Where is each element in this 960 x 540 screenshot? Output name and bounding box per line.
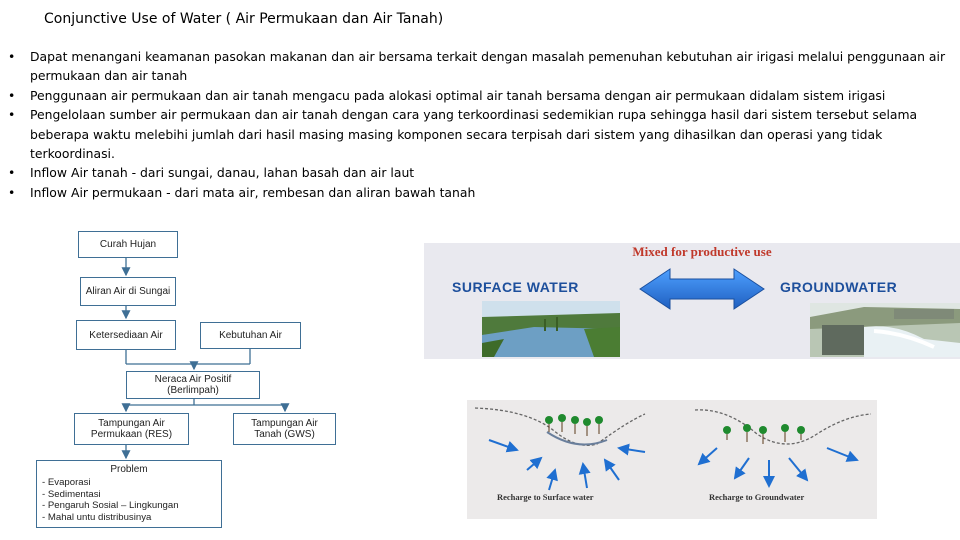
flow-box-label: Kebutuhan Air (219, 330, 282, 341)
bullet-text: Pengelolaan sumber air permukaan dan air tanah dengan cara yang terkoordinasi sedemikian rupa sehingga hasil dari sistem tersebut selama beberapa waktu melebihi jumlah dari hasil masing masing komponen secara terpisah dari sistem yang dihasilkan dan operasi yang tidak terkoordinasi. (30, 107, 918, 162)
bullet-text: Inflow Air tanah - dari sungai, danau, lahan basah dan air laut (30, 165, 415, 181)
surface-water-label: SURFACE WATER (452, 279, 579, 295)
flow-box-problem (36, 460, 222, 528)
problem-item: - Pengaruh Sosial – Lingkungan (42, 500, 179, 511)
problem-text: Evaporasi (47, 477, 91, 488)
recharge-groundwater-label: Recharge to Groundwater (709, 492, 805, 502)
problem-item: - Mahal untu distribusinya (42, 511, 152, 523)
conjunctive-use-image (424, 243, 960, 359)
bullet-dot: • (8, 165, 16, 181)
bullet-text: Dapat menangani keamanan pasokan makanan dan air bersama terkait dengan masalah pemenuhan kebutuhan air irigasi melalui penggunaan air permukaan dan air tanah (30, 49, 946, 84)
bullet-dot: • (8, 87, 16, 103)
flow-box-label: Ketersediaan Air (89, 329, 163, 341)
flow-box-label: Tampungan Air Tanah (GWS) (251, 418, 318, 440)
bullet-text: Penggunaan air permukaan dan air tanah mengacu pada alokasi optimal air tanah bersama dengan air permukaan didalam sistem irigasi (30, 87, 886, 103)
problem-text: Sedimentasi (47, 488, 101, 500)
flow-box-curah-hujan (78, 231, 178, 258)
flow-box-ketersediaan-air (76, 320, 176, 350)
tree-icons (545, 414, 805, 434)
recharge-arrows-right (699, 448, 857, 486)
bullet-text: Inflow Air permukaan - dari mata air, rembesan dan aliran bawah tanah (30, 184, 476, 200)
flow-box-kebutuhan-air (200, 322, 301, 349)
groundwater-photo (810, 303, 960, 357)
flow-box-label: Tampungan Air Permukaan (RES) (90, 418, 173, 440)
bullet-dot: • (8, 49, 16, 64)
problem-text: Mahal untu distribusinya (47, 511, 152, 523)
problem-text: Pengaruh Sosial – Lingkungan (47, 500, 179, 511)
recharge-surface-label: Recharge to Surface water (497, 492, 594, 502)
conjunctive-use-graphic (424, 243, 960, 359)
flow-box-neraca-air (126, 371, 260, 399)
flow-box-aliran-sungai (80, 277, 176, 306)
recharge-arrows-left (489, 440, 645, 490)
problem-list (40, 477, 218, 523)
problem-title: Problem (110, 464, 148, 475)
double-arrow-icon (640, 269, 764, 309)
flow-box-label: Neraca Air Positif (Berlimpah) (154, 374, 232, 396)
recharge-image (467, 400, 877, 519)
problem-item: - Evaporasi (42, 477, 91, 488)
mixed-use-caption: Mixed for productive use (632, 244, 772, 259)
flow-box-tampungan-gws (233, 413, 336, 445)
flow-box-label: Aliran Air di Sungai (85, 286, 171, 297)
river-photo (482, 301, 620, 357)
flow-box-label: Curah Hujan (99, 239, 157, 250)
problem-item: - Sedimentasi (42, 488, 101, 500)
bullet-dot: • (8, 184, 16, 200)
bullet-dot: • (8, 107, 16, 123)
flow-box-tampungan-res (74, 413, 189, 445)
groundwater-label: GROUNDWATER (780, 279, 898, 295)
slide-title: Conjunctive Use of Water ( Air Permukaan dan Air Tanah) (44, 11, 444, 27)
